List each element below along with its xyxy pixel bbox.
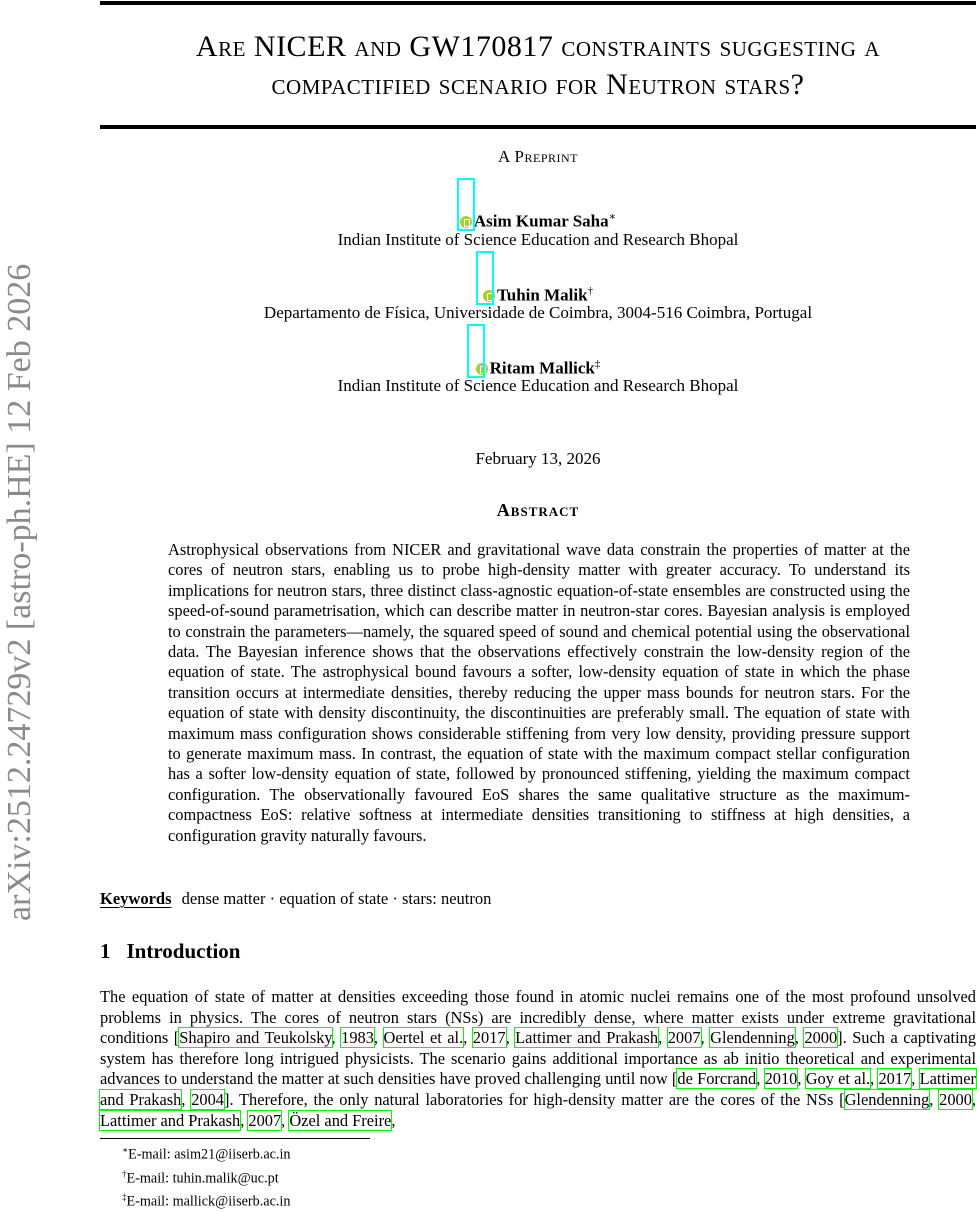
intro-text: , xyxy=(756,1069,765,1089)
author-2-affiliation: Departamento de Física, Universidade de Coimbra, 3004-516 Coimbra, Portugal xyxy=(263,303,813,322)
intro-text: , xyxy=(700,1028,711,1048)
author-3-mark: ‡ xyxy=(594,358,601,370)
citation-link[interactable]: 2017 xyxy=(472,1028,506,1048)
publication-date: February 13, 2026 xyxy=(475,449,601,468)
footnote-1 xyxy=(122,1141,291,1165)
abstract-heading: Abstract xyxy=(496,500,580,520)
author-3-name: Ritam Mallick xyxy=(489,358,595,378)
footnote-divider xyxy=(100,1138,370,1139)
citation-link[interactable]: de Forcrand xyxy=(677,1069,757,1089)
footnote-3-mark: ‡ xyxy=(122,1192,127,1203)
citation-link[interactable]: Glendenning xyxy=(844,1089,930,1109)
citation-link[interactable]: 2007 xyxy=(667,1028,701,1048)
author-3-affiliation: Indian Institute of Science Education and Research Bhopal xyxy=(337,376,739,395)
intro-text: , xyxy=(240,1110,249,1130)
title-bottom-rule xyxy=(100,125,976,129)
intro-text: , xyxy=(929,1089,940,1109)
footnotes xyxy=(122,1141,291,1212)
intro-text: , xyxy=(463,1028,473,1048)
citation-link[interactable]: 2004 xyxy=(191,1089,224,1109)
author-1-affiliation: Indian Institute of Science Education and Research Bhopal xyxy=(337,230,739,249)
footnote-2-mark: † xyxy=(122,1168,127,1179)
intro-text: ]. Such a captivating system has therefore long intrigued physicists. The scenario gains additional importance as ab initio theoretical and experimental advances to understand the matter at such densities have proved challenging until now [ xyxy=(100,1028,977,1089)
section-title: Introduction xyxy=(126,939,241,963)
intro-text: ]. Therefore, the only natural laboratories for high-density matter are the cores of the NSs [ xyxy=(224,1089,845,1109)
intro-text: , xyxy=(391,1110,396,1130)
intro-text: , xyxy=(281,1110,290,1130)
citation-link[interactable]: Lattimer and Prakash xyxy=(100,1110,241,1130)
title-line-1: Are NICER and GW170817 constraints suggesting a xyxy=(195,30,881,63)
footnote-2 xyxy=(122,1165,291,1189)
title-line-2: compactified scenario for Neutron stars? xyxy=(271,68,805,101)
intro-text: , xyxy=(971,1089,977,1109)
footnote-3-text: E-mail: mallick@iiserb.ac.in xyxy=(126,1194,291,1211)
author-2-name: Tuhin Malik xyxy=(496,285,588,305)
citation-link[interactable]: Oertel et al. xyxy=(383,1028,464,1048)
intro-text: The equation of state of matter at densities exceeding those found in atomic nuclei remains one of the most profound unsolved problems in physics. The cores of neutron stars (NSs) are incredibly dense, where matter exists under extreme gravitational conditions [ xyxy=(100,987,976,1048)
arxiv-identifier: arXiv:2512.24729v2 [astro-ph.HE] 12 Feb 2026 xyxy=(1,263,38,922)
footnote-1-mark: ∗ xyxy=(122,1145,129,1155)
citation-link[interactable]: Özel and Freire xyxy=(289,1110,392,1130)
intro-text: , xyxy=(870,1069,879,1089)
citation-link[interactable]: 1983 xyxy=(341,1028,374,1048)
intro-text: , xyxy=(373,1028,384,1048)
citation-link[interactable]: Shapiro and Teukolsky xyxy=(179,1028,332,1048)
intro-text: , xyxy=(181,1089,192,1109)
abstract-body: Astrophysical observations from NICER and gravitational wave data constrain the properties of matter at the cores of neutron stars, enabling us to probe high-density matter with greater accuracy. To understand its implications for neutron stars, three distinct class-agnostic equation-of-state ensembles are constructed using the speed-of-sound parametrisation, which can describe matter in neutron-star cores. Bayesian analysis is employed to constrain the parameters—namely, the squared speed of sound and chemical potential using the observational data. The Bayesian inference shows that the observations effectively constrain the low-density region of the equation of state. The astrophysical bound favours a softer, low-density equation of state in which the phase transition occurs at intermediate densities, thereby reducing the upper mass bounds for neutron stars. For the equation of state with density discontinuity, the discontinuities are preferably small. The equation of state with maximum mass configuration shows considerable stiffening from very low density, providing pressure support to generate maximum mass. In contrast, the equation of state with the maximum compact stellar configuration has a softer low-density equation of state, followed by pronounced stiffening, yielding the maximum compact configuration. The observationally favoured EoS shares the same qualitative structure as the maximum-compactness EoS: relative softness at intermediate densities transitioning to stiffness at high densities, a configuration gravity naturally favours. xyxy=(168,540,910,845)
footnote-2-text: E-mail: tuhin.malik@uc.pt xyxy=(126,1170,279,1187)
intro-text: , xyxy=(505,1028,516,1048)
footnote-1-text: E-mail: asim21@iiserb.ac.in xyxy=(128,1146,291,1163)
citation-link[interactable]: 2010 xyxy=(764,1069,798,1089)
keywords-line xyxy=(100,888,491,910)
title-top-rule xyxy=(100,1,976,5)
citation-link[interactable]: Goy et al. xyxy=(805,1069,871,1089)
footnote-3 xyxy=(122,1188,291,1212)
intro-text: , xyxy=(797,1069,806,1089)
section-number: 1 xyxy=(100,939,111,963)
citation-link[interactable]: 2000 xyxy=(939,1089,972,1109)
author-2-mark: † xyxy=(587,285,594,297)
orcid-link-box-1[interactable] xyxy=(457,178,475,231)
preprint-label: A Preprint xyxy=(497,147,579,166)
keywords-label: Keywords xyxy=(100,889,172,908)
author-1-mark: ∗ xyxy=(608,211,617,223)
intro-text: , xyxy=(911,1069,920,1089)
citation-link[interactable]: 2000 xyxy=(804,1028,838,1048)
section-heading xyxy=(100,937,240,965)
intro-text: , xyxy=(794,1028,805,1048)
citation-link[interactable]: Lattimer and Prakash xyxy=(100,1069,976,1109)
intro-text: , xyxy=(331,1028,342,1048)
intro-text: , xyxy=(658,1028,668,1048)
citation-link[interactable]: 2007 xyxy=(248,1110,282,1130)
citation-link[interactable]: Lattimer and Prakash xyxy=(515,1028,659,1048)
keywords-list: dense matter · equation of state · stars: neutron xyxy=(181,889,492,908)
citation-link[interactable]: 2017 xyxy=(878,1069,912,1089)
introduction-paragraph xyxy=(100,987,976,1131)
author-1-name: Asim Kumar Saha xyxy=(473,211,609,231)
paper-title xyxy=(100,28,976,104)
citation-link[interactable]: Glendenning xyxy=(710,1028,795,1048)
orcid-link-box-2[interactable] xyxy=(476,251,494,305)
orcid-link-box-3[interactable] xyxy=(467,324,485,378)
